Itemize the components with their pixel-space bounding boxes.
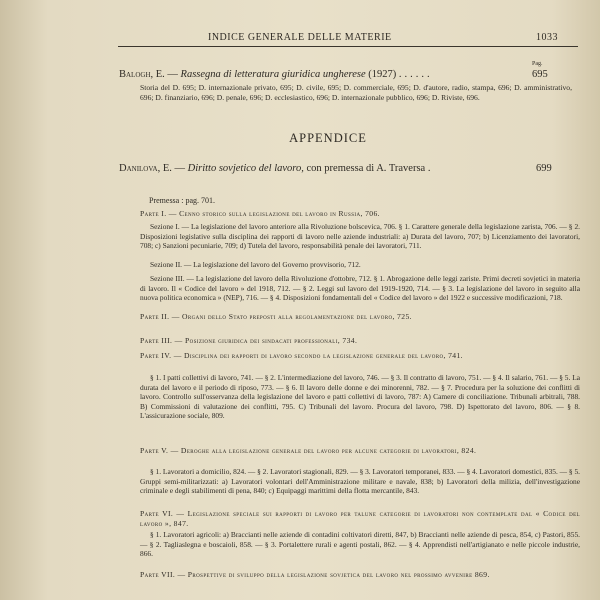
part-7: Parte VII. — Prospettive di sviluppo della legislazione sovjetica del lavoro nel prossimo avvenire 869. — [140, 570, 490, 579]
section-heading-appendice: APPENDICE — [289, 131, 367, 145]
entry-title: Rassegna di letteratura giuridica ungherese — [180, 69, 366, 80]
entry-rest: con premessa di A. Traversa — [306, 163, 426, 174]
entry-page: 695 — [532, 69, 548, 80]
entry-author: Danilova, E. — [119, 163, 172, 174]
part-4: Parte IV. — Disciplina dei rapporti di lavoro secondo la legislazione generale del lavoro, 741. — [140, 351, 463, 360]
header-page-number: 1033 — [536, 32, 558, 43]
section-2: Sezione II. — La legislazione del lavoro del Governo provvisorio, 712. — [150, 260, 361, 269]
part-4-body: § 1. I patti collettivi di lavoro, 741. — § 2. L'intermediazione del lavoro, 746. — § 3. Il contratto di lavoro, 751. — § 4. Il salario, 761. — § 5. La durata del lavoro e il periodo di riposo, 773. — § 6. Il lavoro delle donne e dei minorenni, 782. — § 7. Procedura per la soluzione dei conflitti di lavoro. Controllo sull'osservanza della legislazione del lavoro e patti collettivi di lavoro, 787: A) Camere di conciliazione. Tribunali arbitrali, 788. B) Commissioni di valutazione dei conflitti, 795. C) Tribunali del lavoro. Procura del lavoro, 798. D) Ispettorato del lavoro, 806. — § 8. L'assicurazione sociale, 809. — [140, 373, 580, 421]
entry-title: Diritto sovjetico del lavoro, — [187, 163, 304, 174]
pag-label: Pag. — [532, 61, 543, 67]
part-6-body: § 1. Lavoratori agricoli: a) Braccianti nelle aziende di contadini coltivatori diretti, 847, b) Braccianti nelle aziende di pesca, 854, c) Pastori, 855. — § 2. Tagliaslegna e boscaioli, 858. — § 3. Portalettere rurali e agenti postali, 862. — § 4. Apprendisti nell'artigianato e nelle piccole industrie, 866. — [140, 530, 580, 559]
entry-author: Balogh, E. — [119, 69, 165, 80]
part-2: Parte II. — Organi dello Stato preposti alla regolamentazione del lavoro, 725. — [140, 312, 412, 321]
part-5-body: § 1. Lavoratori a domicilio, 824. — § 2. Lavoratori stagionali, 829. — § 3. Lavoratori temporanei, 833. — § 4. Lavoratori domestici, 835. — § 5. Gruppi semi-militarizzati: a) Lavoratori volontari dell'Amministrazione militare e navale, 838; b) Lavoratori della milizia, dell'investigazione criminale e degli stabilimenti di pena, 840; c) Equipaggi marittimi della flotta mercantile, 843. — [140, 467, 581, 496]
part-6: Parte VI. — Legislazione speciale sui rapporti di lavoro per talune categorie di lavoratori non contemplate dal « Codice del lavoro », 847. — [140, 509, 580, 528]
entry-year: (1927) — [368, 69, 397, 80]
part-1: Parte I. — Cenno storico sulla legislazione del lavoro in Russia, 706. — [140, 209, 380, 218]
entry-page: 699 — [536, 163, 552, 174]
entry-balogh: Balogh, E. — Rassegna di letteratura giuridica ungherese (1927) ...... 695 — [119, 69, 548, 80]
entry-danilova: Danilova, E. — Diritto sovjetico del lavoro, con premessa di A. Traversa . 699 — [119, 163, 552, 174]
header-title: INDICE GENERALE DELLE MATERIE — [208, 32, 392, 43]
running-header — [118, 30, 578, 47]
entry-balogh-contents: Storia del D. 695; D. internazionale privato, 695; D. civile, 695; D. commerciale, 695; D. d'autore, radio, stampa, 696; D. amministrativo, 696; D. finanziario, 696; D. penale, 696; D. ecclesiastico, 696; D. internazionale pubblico, 696; D. Riviste, 696. — [140, 83, 572, 102]
part-5: Parte V. — Deroghe alla legislazione generale del lavoro per alcune categorie di lavoratori, 824. — [140, 446, 477, 455]
section-1: Sezione I. — La legislazione del lavoro anteriore alla Rivoluzione bolscevica, 706. § 1. Carattere generale della legislazione zarista, 706. — § 2. Disposizioni legislative sulla disciplina dei rapporti di lavoro nelle aziende industriali: a) Durata del lavoro, 707; b) Licenziamento dei lavoratori, 708; c) Sanzioni pecuniarie, 709; d) Tutela del lavoro, responsabilità penale dei lavoratori, 711. — [140, 222, 580, 251]
section-3: Sezione III. — La legislazione del lavoro della Rivoluzione d'ottobre, 712. § 1. Abrogazione delle leggi zariste. Primi decreti sovjetici in materia di lavoro. Il « Codice del lavoro » del 1918, 712. — § 2. Leggi sul lavoro del 1919-1920, 714. — § 3. La legislazione del lavoro in seguito alla nuova politica economica » (NEP), 716. — § 4. Disposizioni fondamentali del « Codice del lavoro » del 1922 e successive modificazioni, 718. — [140, 274, 580, 303]
premessa: Premessa : pag. 701. — [149, 196, 215, 205]
part-3: Parte III. — Posizione giuridica dei sindacati professionali, 734. — [140, 336, 358, 345]
